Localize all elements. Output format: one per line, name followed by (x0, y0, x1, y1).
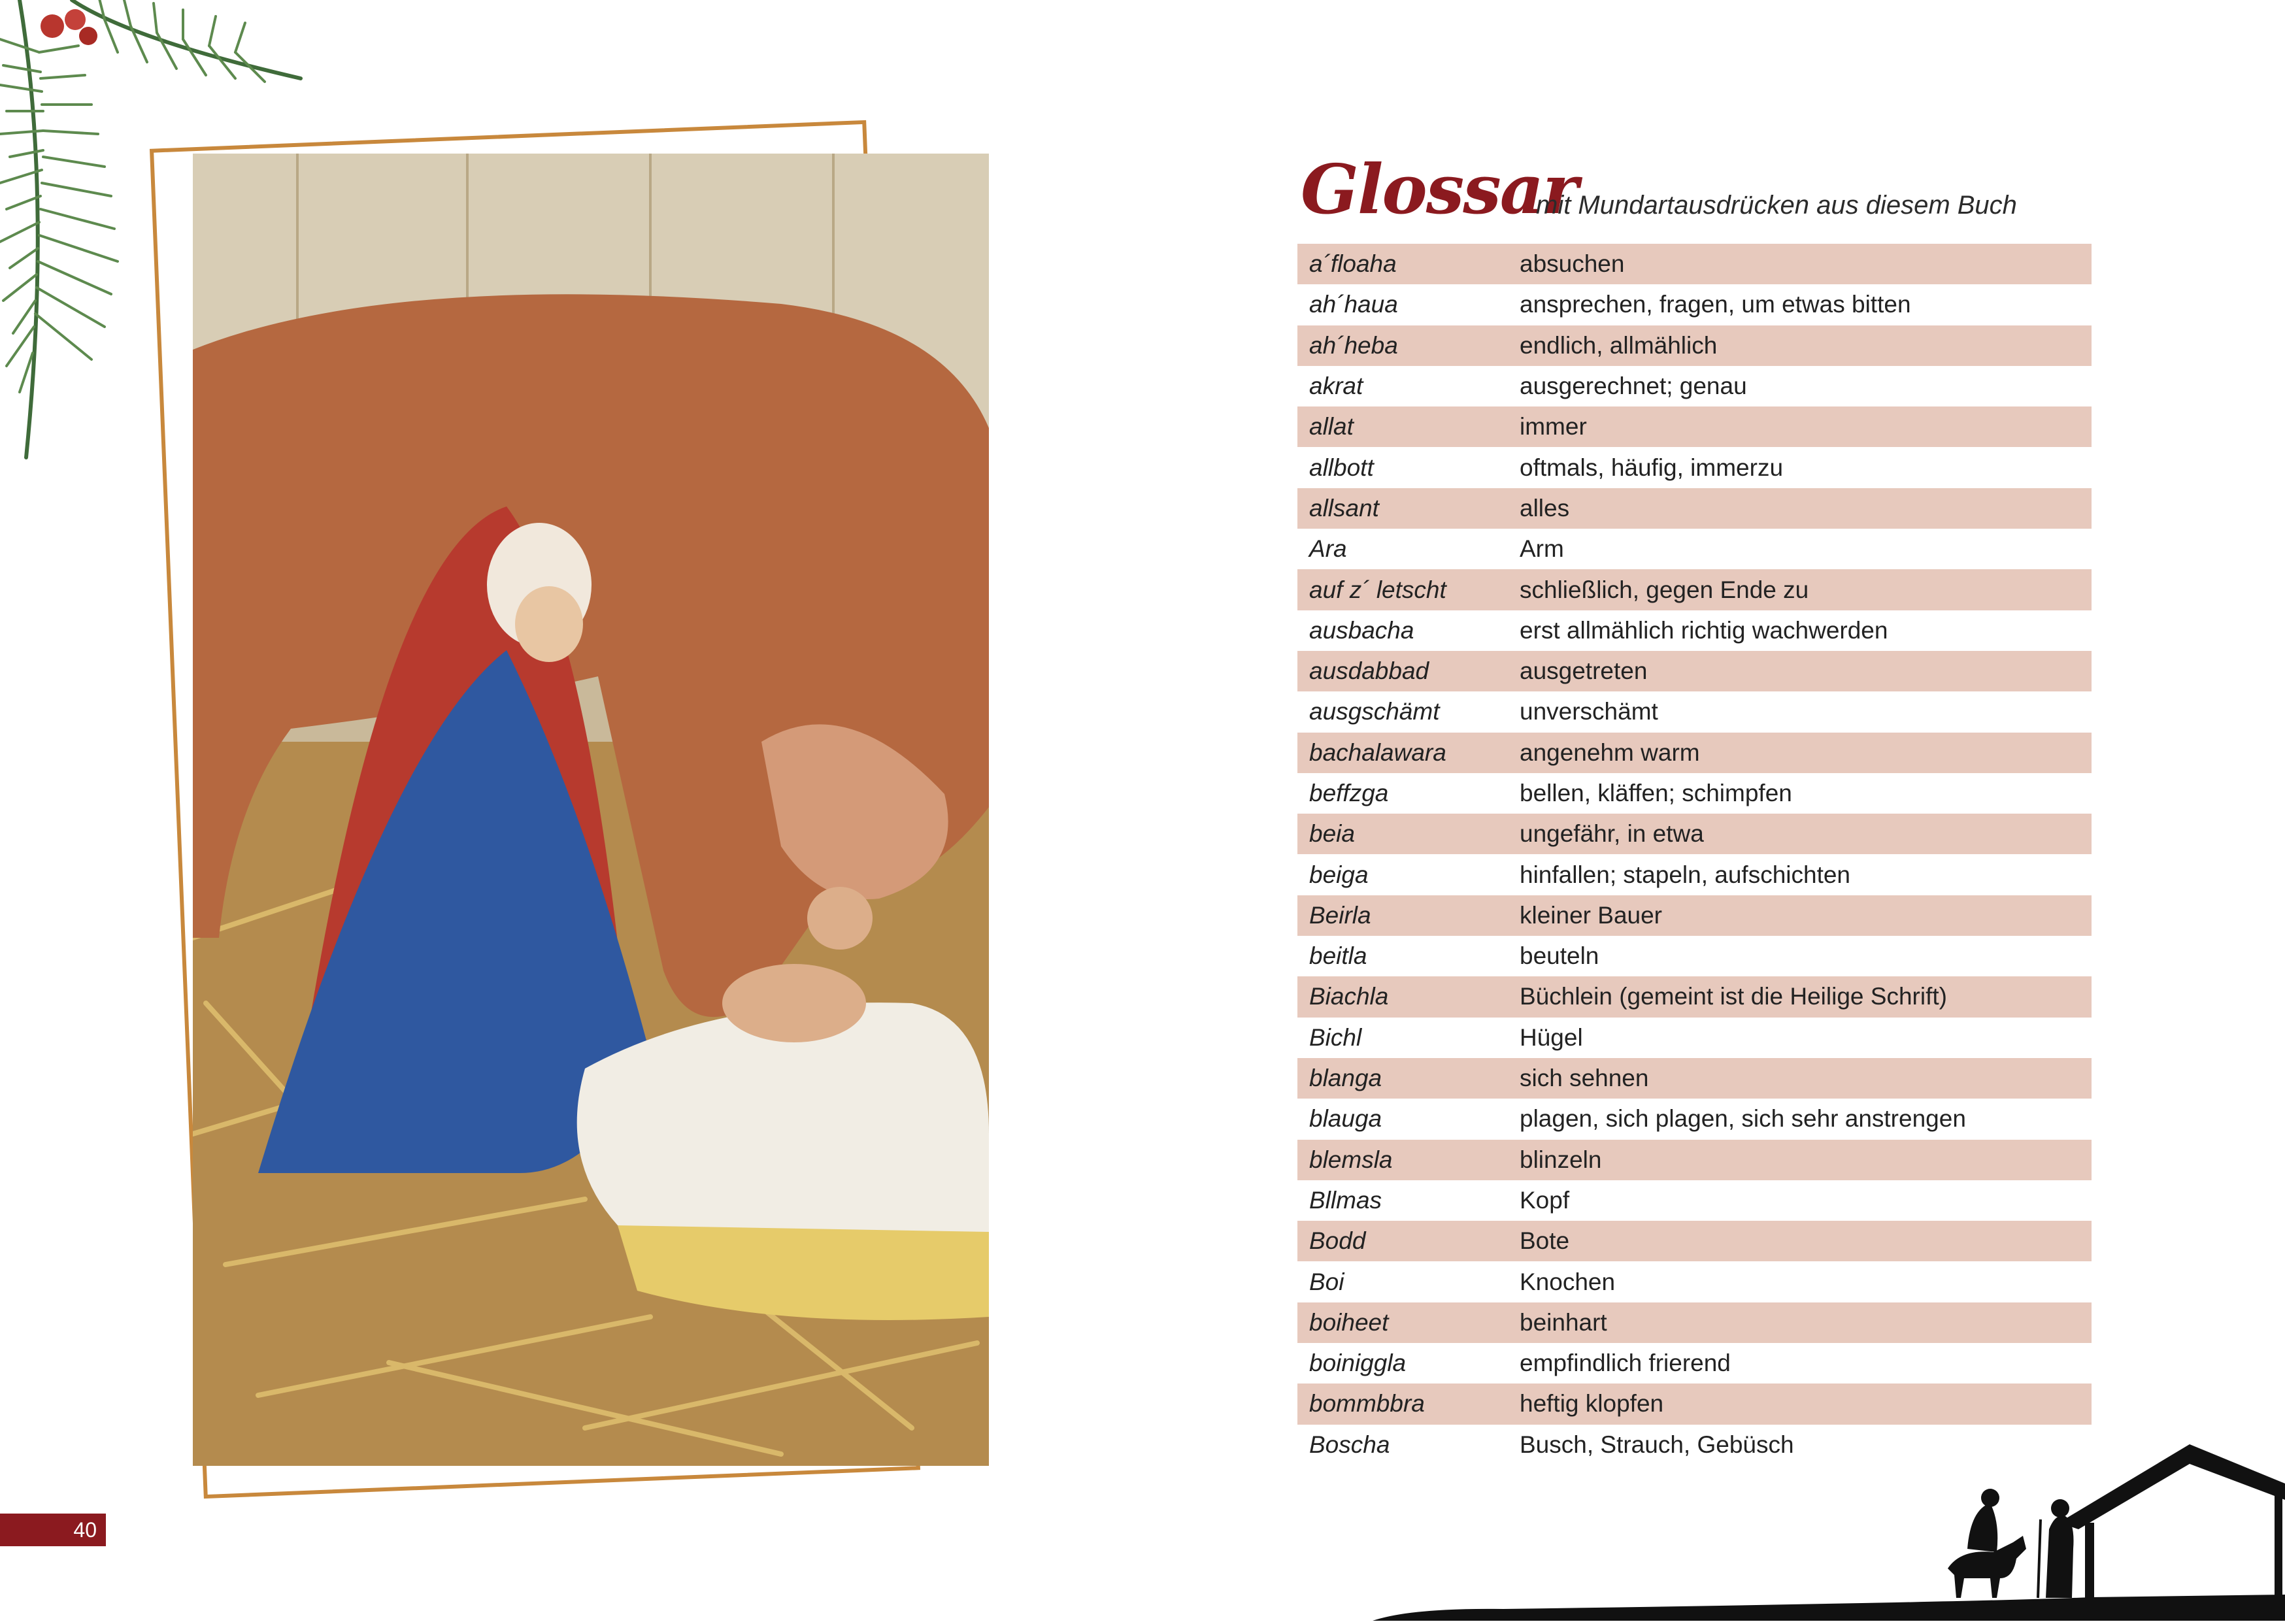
table-row (1297, 366, 2092, 406)
glossary-definition: Arm (1520, 535, 1564, 563)
page-number: 40 (0, 1514, 106, 1546)
glossary-term: blemsla (1309, 1146, 1393, 1173)
table-row (1297, 1302, 2092, 1343)
glossary-term: Beirla (1309, 901, 1371, 929)
glossary-term: allsant (1309, 494, 1379, 522)
table-row (1297, 610, 2092, 651)
table-row (1297, 1384, 2092, 1424)
glossary-term: ausdabbad (1309, 657, 1429, 685)
glossary-definition: empfindlich frierend (1520, 1350, 1731, 1377)
table-row (1297, 325, 2092, 366)
table-row (1297, 773, 2092, 814)
page-title: Glossar (1301, 149, 1577, 229)
glossary-term: Boi (1309, 1268, 1344, 1295)
glossary-term: akrat (1309, 373, 1363, 400)
glossary-term: boiheet (1309, 1308, 1389, 1336)
table-row (1297, 284, 2092, 325)
glossary-definition: absuchen (1520, 250, 1625, 278)
glossary-definition: immer (1520, 413, 1587, 440)
glossary-table (1297, 244, 2092, 1465)
glossary-term: allat (1309, 413, 1354, 440)
glossary-definition: ungefähr, in etwa (1520, 820, 1704, 848)
glossary-term: ah´heba (1309, 331, 1398, 359)
glossary-term: a´floaha (1309, 250, 1397, 278)
glossary-term: ausbacha (1309, 616, 1414, 644)
nativity-photo (193, 154, 989, 1466)
table-row (1297, 936, 2092, 976)
table-row (1297, 895, 2092, 936)
glossary-term: bachalawara (1309, 738, 1446, 766)
table-row (1297, 529, 2092, 569)
glossary-definition: Knochen (1520, 1268, 1616, 1295)
glossary-term: beia (1309, 820, 1355, 848)
table-row (1297, 406, 2092, 447)
glossary-definition: hinfallen; stapeln, aufschichten (1520, 861, 1851, 888)
table-row (1297, 976, 2092, 1017)
glossary-definition: beuteln (1520, 942, 1599, 970)
glossary-term: ausgschämt (1309, 698, 1440, 725)
glossary-definition: ausgerechnet; genau (1520, 373, 1747, 400)
glossary-definition: bellen, kläffen; schimpfen (1520, 780, 1792, 806)
table-row (1297, 447, 2092, 488)
glossary-term: beitla (1309, 942, 1367, 970)
table-row (1297, 1140, 2092, 1180)
glossary-definition: Busch, Strauch, Gebüsch (1520, 1431, 1794, 1458)
table-row (1297, 1221, 2092, 1261)
glossary-definition: kleiner Bauer (1520, 901, 1663, 929)
glossary-term: Bichl (1309, 1023, 1362, 1051)
glossary-term: allbott (1309, 454, 1374, 481)
glossary-definition: plagen, sich plagen, sich sehr anstrengen (1520, 1105, 1966, 1133)
table-row (1297, 691, 2092, 732)
table-row (1297, 1058, 2092, 1099)
glossary-term: boiniggla (1309, 1350, 1407, 1377)
glossary-definition: ausgetreten (1520, 657, 1648, 685)
glossary-term: Bodd (1309, 1227, 1366, 1255)
table-row (1297, 814, 2092, 854)
glossary-term: ah´haua (1309, 291, 1398, 318)
glossary-definition: Bote (1520, 1227, 1570, 1255)
glossary-term: Biachla (1309, 983, 1389, 1010)
table-row (1297, 1180, 2092, 1221)
glossary-definition: schließlich, gegen Ende zu (1520, 576, 1809, 603)
glossary-definition: blinzeln (1520, 1146, 1602, 1173)
table-row (1297, 569, 2092, 610)
table-row (1297, 1343, 2092, 1384)
table-row (1297, 244, 2092, 284)
table-row (1297, 1261, 2092, 1302)
table-row (1297, 488, 2092, 529)
page-subtitle: mit Mundartausdrücken aus diesem Buch (1536, 191, 2017, 220)
table-row (1297, 1099, 2092, 1139)
glossary-definition: erst allmählich richtig wachwerden (1520, 616, 1888, 644)
table-row (1297, 1018, 2092, 1058)
glossary-term: bommbbra (1309, 1390, 1425, 1417)
glossary-definition: oftmals, häufig, immerzu (1520, 454, 1784, 481)
table-row (1297, 854, 2092, 895)
table-row (1297, 733, 2092, 773)
glossary-definition: endlich, allmählich (1520, 331, 1718, 359)
glossary-term: beffzga (1309, 780, 1389, 806)
glossary-term: Ara (1309, 535, 1347, 563)
glossary-definition: alles (1520, 494, 1570, 522)
glossary-term: Boscha (1309, 1431, 1390, 1458)
glossary-definition: ansprechen, fragen, um etwas bitten (1520, 291, 1911, 318)
glossary-definition: Büchlein (gemeint ist die Heilige Schrift) (1520, 983, 1947, 1010)
glossary-definition: beinhart (1520, 1308, 1607, 1336)
glossary-definition: sich sehnen (1520, 1065, 1649, 1092)
glossary-term: blanga (1309, 1065, 1382, 1092)
glossary-term: blauga (1309, 1105, 1382, 1133)
glossary-definition: heftig klopfen (1520, 1390, 1664, 1417)
glossary-term: auf z´ letscht (1309, 576, 1446, 603)
glossary-definition: angenehm warm (1520, 738, 1700, 766)
glossary-definition: Hügel (1520, 1023, 1583, 1051)
table-row (1297, 651, 2092, 691)
glossary-term: Bllmas (1309, 1186, 1382, 1214)
nativity-silhouette-icon (1373, 1438, 2285, 1621)
glossary-definition: Kopf (1520, 1186, 1570, 1214)
glossary-definition: unverschämt (1520, 698, 1658, 725)
glossary-term: beiga (1309, 861, 1369, 888)
